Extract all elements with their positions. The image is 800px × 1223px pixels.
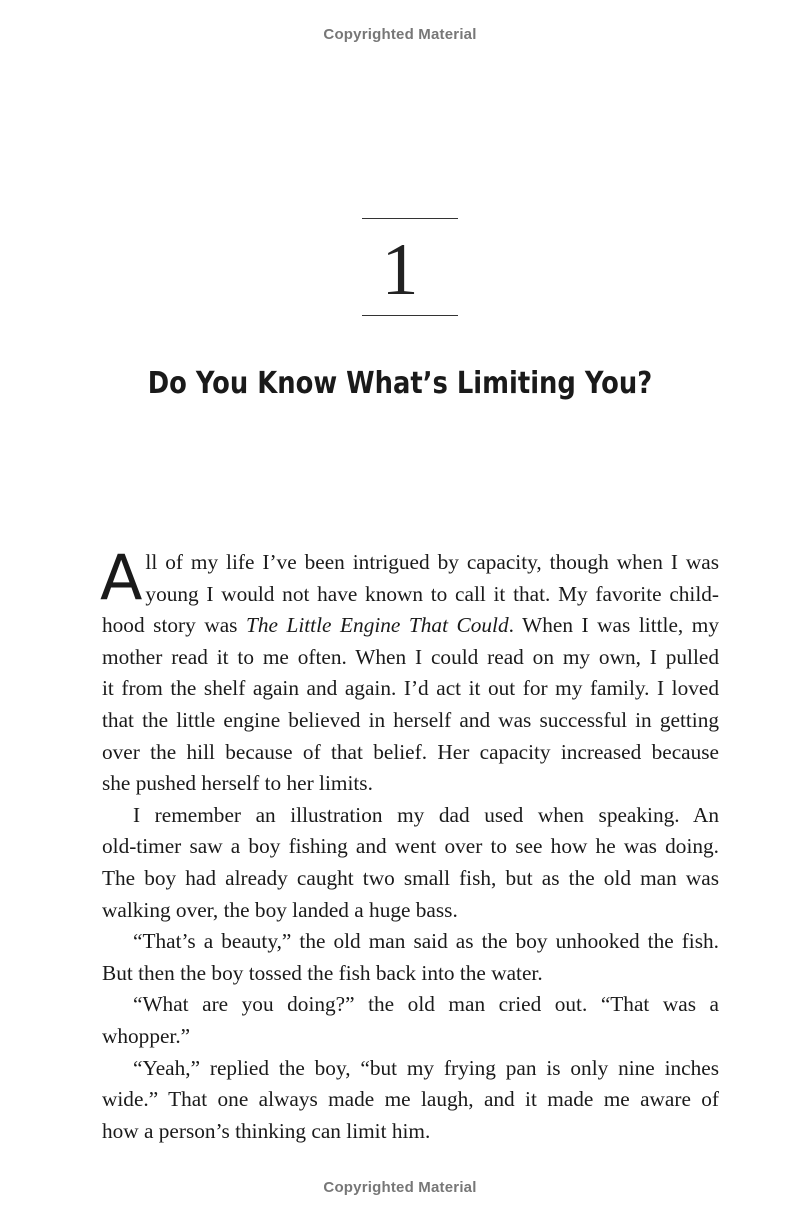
paragraph-line: wide.” That one always made me laugh, and it made me aware of bbox=[102, 1087, 719, 1112]
paragraph-line: mother read it to me often. When I could read on my own, I pulled bbox=[102, 644, 719, 669]
paragraph-line: she pushed herself to her limits. bbox=[102, 771, 373, 796]
paragraph-line: how a person’s thinking can limit him. bbox=[102, 1118, 431, 1143]
paragraph-2 bbox=[102, 800, 719, 832]
text-run: hood story was bbox=[102, 613, 246, 638]
paragraph-4-cont bbox=[102, 1021, 719, 1053]
paragraph-line bbox=[102, 610, 719, 642]
paragraph-line: that the little engine believed in herself and was successful in getting bbox=[102, 707, 719, 732]
paragraph-line: old-timer saw a boy fishing and went over to see how he was doing. bbox=[102, 834, 719, 859]
chapter-title: Do You Know What’s Limiting You? bbox=[147, 366, 653, 401]
paragraph-line: it from the shelf again and again. I’d act it out for my family. I loved bbox=[102, 676, 719, 701]
paragraph-2-cont bbox=[102, 831, 719, 926]
paragraph-line: “That’s a beauty,” the old man said as the boy unhooked the fish. bbox=[133, 929, 719, 954]
paragraph-line: “What are you doing?” the old man cried out. “That was a bbox=[133, 992, 719, 1017]
drop-cap: A bbox=[100, 541, 143, 614]
paragraph-line: whopper.” bbox=[102, 1023, 191, 1048]
paragraph-line: walking over, the boy landed a huge bass. bbox=[102, 897, 458, 922]
paragraph-1 bbox=[100, 541, 719, 800]
copyright-watermark-bottom: Copyrighted Material bbox=[323, 1179, 477, 1196]
chapter-rule-bottom bbox=[362, 315, 458, 316]
paragraph-line: I remember an illustration my dad used when speaking. An bbox=[133, 802, 719, 827]
paragraph-line: ll of my life I’ve been intrigued by capacity, though when I was bbox=[145, 550, 719, 574]
chapter-number: 1 bbox=[381, 229, 419, 311]
paragraph-3-cont bbox=[102, 958, 719, 990]
paragraph-3 bbox=[102, 926, 719, 958]
paragraph-4 bbox=[102, 989, 719, 1021]
chapter-rule-top bbox=[362, 218, 458, 219]
text-run: . When I was little, my bbox=[508, 613, 719, 638]
paragraph-5-cont bbox=[102, 1084, 719, 1147]
paragraph-line: But then the boy tossed the fish back into the water. bbox=[102, 960, 543, 985]
paragraph-line: over the hill because of that belief. Her capacity increased because bbox=[102, 739, 719, 764]
paragraph-line: “Yeah,” replied the boy, “but my frying pan is only nine inches bbox=[133, 1055, 719, 1080]
copyright-watermark-top: Copyrighted Material bbox=[323, 26, 477, 43]
paragraph-5 bbox=[102, 1053, 719, 1085]
body-text bbox=[100, 541, 719, 1147]
paragraph-line: young I would not have known to call it that. My favorite child- bbox=[145, 581, 719, 606]
book-title: The Little Engine That Could bbox=[246, 613, 509, 638]
paragraph-line: The boy had already caught two small fish, but as the old man was bbox=[102, 865, 719, 890]
